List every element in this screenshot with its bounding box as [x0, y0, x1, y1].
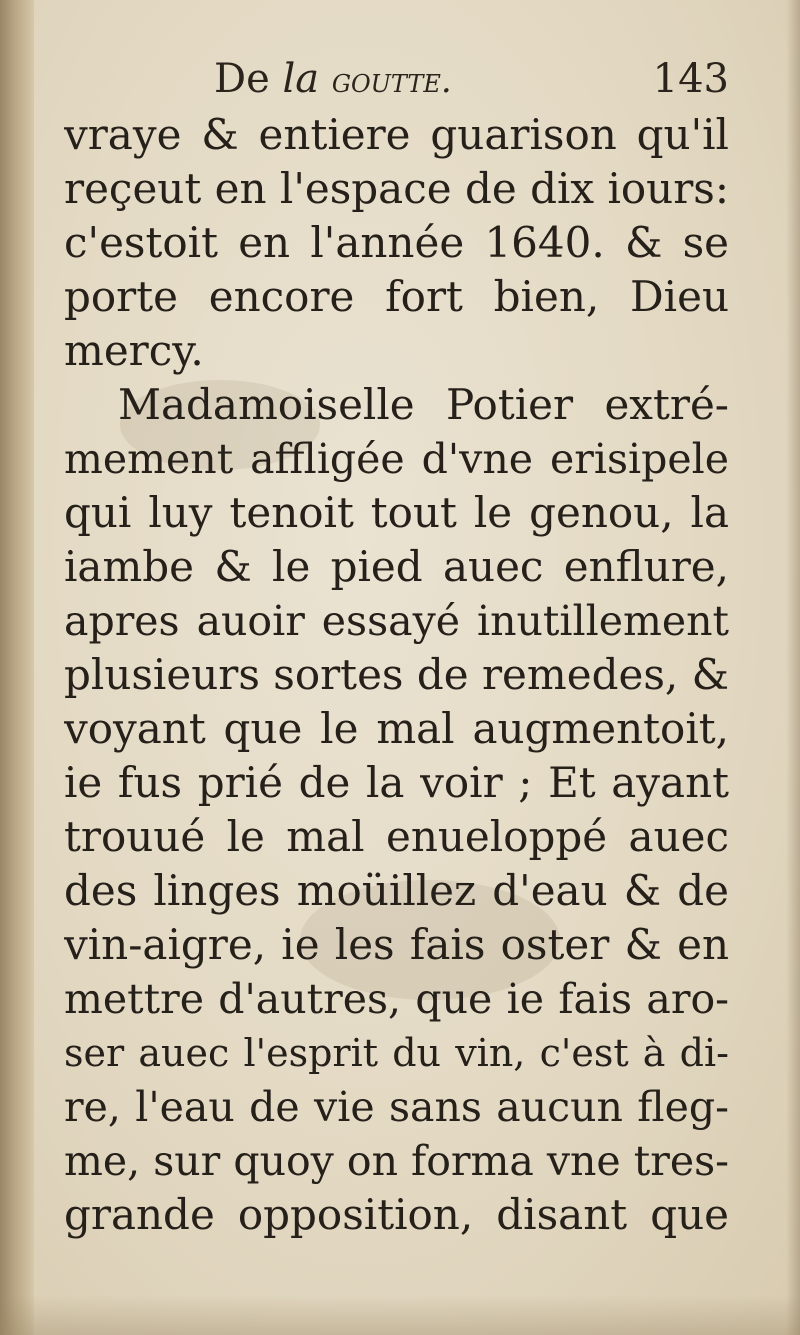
running-title-article: la [282, 56, 332, 102]
text-line: apres auoir essayé inutillement [64, 597, 729, 645]
page-number: 143 [652, 56, 729, 102]
text-line: trouué le mal enueloppé auec [64, 812, 729, 861]
text-line: vin-aigre, ie les fais oster & en [64, 920, 729, 969]
text-line: porte encore fort bien, Dieu [64, 272, 729, 321]
text-line: qui luy tenoit tout le genou, la [64, 488, 729, 537]
running-header [64, 50, 729, 108]
text-line: c'estoit en l'année 1640. & se [64, 218, 729, 267]
binding-shadow [0, 0, 34, 1335]
text-line: reçeut en l'espace de dix iours: [64, 164, 729, 213]
running-title [214, 50, 452, 110]
text-line: ser auec l'esprit du vin, c'est à di- [64, 1031, 729, 1075]
text-line: vraye & entiere guarison qu'il [64, 110, 729, 159]
text-line: voyant que le mal augmentoit, [64, 704, 729, 753]
text-line: re, l'eau de vie sans aucun fleg- [64, 1083, 729, 1131]
text-line: me, sur quoy on forma vne tres- [64, 1137, 729, 1185]
text-line: plusieurs sortes de remedes, & [64, 650, 729, 699]
page-bottom-shadow [0, 1295, 800, 1335]
body-text [64, 108, 729, 1242]
text-line: grande opposition, disant que [64, 1190, 729, 1239]
text-line: ie fus prié de la voir ; Et ayant [64, 758, 729, 807]
text-line: mettre d'autres, que ie fais aro- [64, 975, 729, 1023]
text-line: iambe & le pied auec enflure, [64, 542, 729, 591]
text-line: mercy. [64, 326, 204, 375]
paragraph-start-line: Madamoiselle Potier extré- [118, 380, 729, 429]
running-title-prefix: De [214, 56, 283, 102]
text-line: des linges moüillez d'eau & de [64, 866, 729, 915]
running-title-word: goutte. [331, 61, 452, 101]
text-line: mement affligée d'vne erisipele [64, 435, 729, 483]
page-edge-shadow [786, 0, 800, 1335]
